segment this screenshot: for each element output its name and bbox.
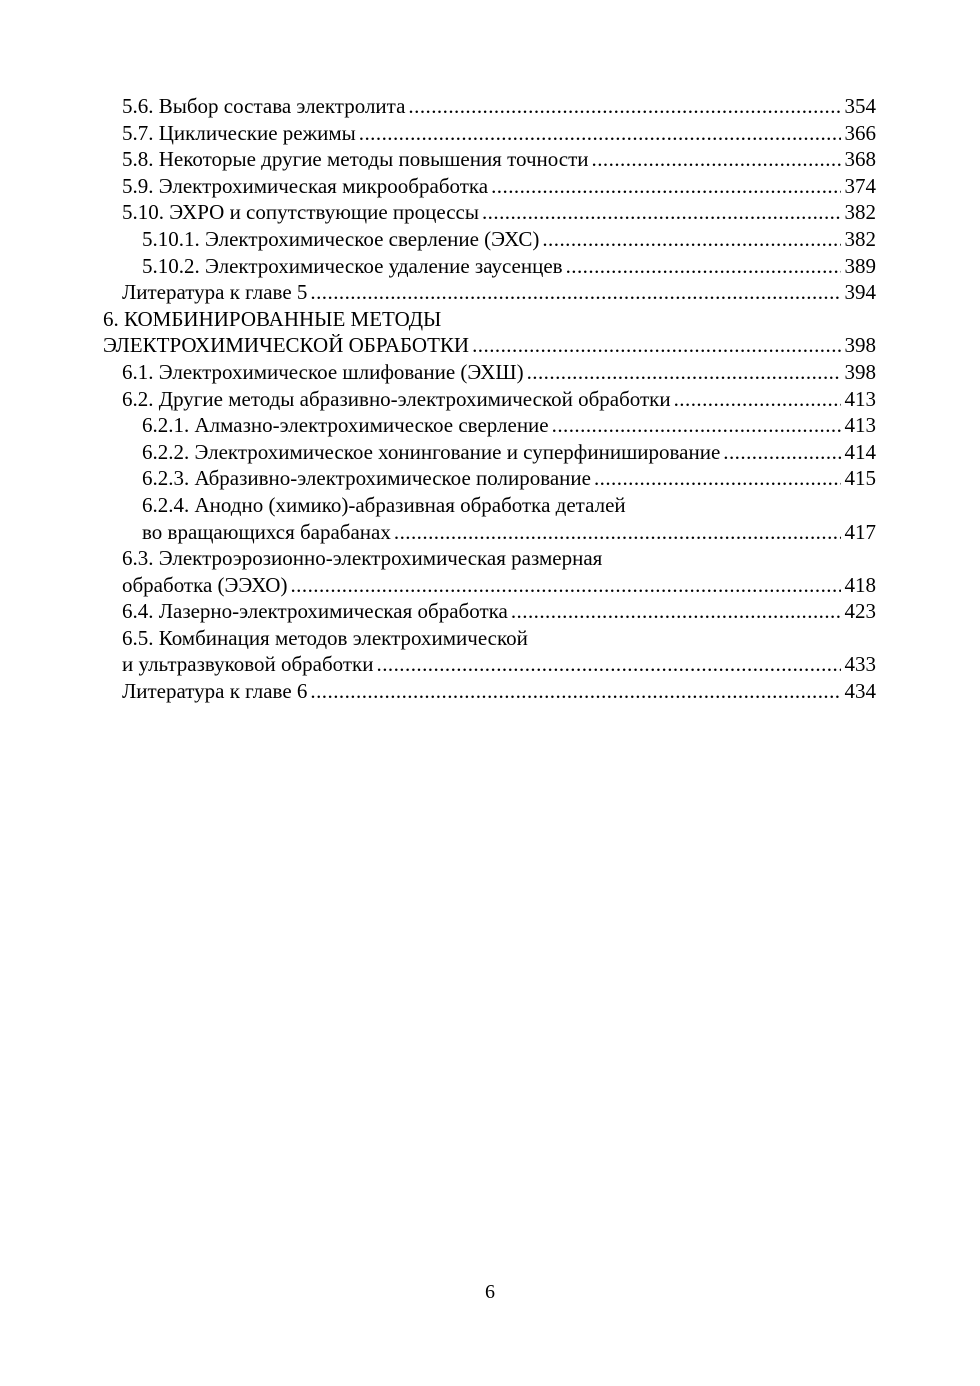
toc-entry-title: 6.2.1. Алмазно-электрохимическое сверление	[142, 413, 549, 438]
toc-entry-title: 5.10.2. Электрохимическое удаление заусенцев	[142, 253, 563, 278]
toc-entry-title: 5.9. Электрохимическая микрообработка	[122, 173, 489, 198]
toc-entry-title: ЭЛЕКТРОХИМИЧЕСКОЙ ОБРАБОТКИ	[103, 333, 470, 358]
toc-entry	[103, 572, 876, 599]
toc-entry	[103, 386, 876, 413]
toc-entry	[103, 306, 876, 333]
toc-entry	[103, 199, 876, 226]
toc-entry-title: во вращающихся барабанах	[142, 519, 391, 544]
toc-entry-title: 5.7. Циклические режимы	[122, 120, 356, 145]
dot-leader	[310, 279, 840, 306]
dot-leader	[723, 439, 840, 466]
toc-entry	[103, 439, 876, 466]
toc-entry-title: 6.4. Лазерно-электрохимическая обработка	[122, 599, 508, 624]
toc-entry	[103, 146, 876, 173]
toc-entry-page: 423	[844, 599, 876, 624]
toc-entry-page: 389	[844, 253, 876, 278]
toc-entry-title: 6.2.2. Электрохимическое хонингование и суперфиниширование	[142, 439, 721, 464]
dot-leader	[594, 465, 841, 492]
dot-leader	[542, 226, 840, 253]
dot-leader	[290, 572, 840, 599]
toc-entry-title: 6.2.3. Абразивно-электрохимическое полирование	[142, 466, 591, 491]
toc-entry-page: 413	[844, 413, 876, 438]
toc-entry-page: 415	[844, 466, 876, 491]
toc-entry-page: 433	[844, 652, 876, 677]
toc-entry-page: 398	[844, 359, 876, 384]
dot-leader	[310, 678, 840, 705]
toc-entry-page: 374	[844, 173, 876, 198]
toc-entry-title: 6.2.4. Анодно (химико)-абразивная обработка деталей	[142, 492, 626, 517]
toc-entry	[103, 93, 876, 120]
toc-entry	[103, 332, 876, 359]
dot-leader	[552, 412, 841, 439]
dot-leader	[394, 519, 841, 546]
toc-entry-title: 5.10.1. Электрохимическое сверление (ЭХС)	[142, 226, 540, 251]
toc-entry-page: 398	[844, 333, 876, 358]
toc-entry	[103, 545, 876, 572]
dot-leader	[527, 359, 841, 386]
toc-entry-title: 5.8. Некоторые другие методы повышения точности	[122, 147, 589, 172]
toc-entry-title: обработка (ЭЭХО)	[122, 572, 288, 597]
toc-entry	[103, 412, 876, 439]
toc-entry-page: 354	[844, 94, 876, 118]
toc-entry-title: 6.2. Другие методы абразивно-электрохимической обработки	[122, 386, 671, 411]
toc-entry	[103, 519, 876, 546]
dot-leader	[359, 120, 841, 147]
toc-entry	[103, 120, 876, 147]
toc-entry	[103, 173, 876, 200]
toc-entry-title: 6. КОМБИНИРОВАННЫЕ МЕТОДЫ	[103, 306, 442, 331]
toc-entry-page: 366	[844, 120, 876, 145]
toc-entry-page: 414	[844, 439, 876, 464]
toc-entry-page: 417	[844, 519, 876, 544]
toc-entry	[103, 465, 876, 492]
toc-entry	[103, 492, 876, 519]
table-of-contents	[103, 93, 876, 705]
toc-entry	[103, 279, 876, 306]
dot-leader	[482, 199, 841, 226]
toc-entry	[103, 359, 876, 386]
toc-entry	[103, 598, 876, 625]
dot-leader	[592, 146, 841, 173]
dot-leader	[491, 173, 840, 200]
toc-entry-page: 413	[844, 386, 876, 411]
dot-leader	[511, 598, 841, 625]
toc-entry	[103, 678, 876, 705]
page-number: 6	[485, 1281, 495, 1303]
toc-entry-title: 6.1. Электрохимическое шлифование (ЭХШ)	[122, 359, 524, 384]
dot-leader	[674, 386, 841, 413]
toc-entry-title: 6.5. Комбинация методов электрохимической	[122, 625, 528, 650]
dot-leader	[566, 253, 841, 280]
toc-entry-title: Литература к главе 6	[122, 679, 308, 704]
toc-entry	[103, 253, 876, 280]
toc-entry-title: и ультразвуковой обработки	[122, 652, 374, 677]
toc-entry-title: 6.3. Электроэрозионно-электрохимическая размерная	[122, 546, 603, 571]
toc-entry-title: Литература к главе 5	[122, 280, 308, 305]
toc-entry-page: 368	[844, 147, 876, 172]
toc-entry	[103, 651, 876, 678]
toc-entry-title: 5.6. Выбор состава электролита	[122, 94, 406, 118]
toc-entry-page: 382	[844, 200, 876, 225]
toc-entry-page: 382	[844, 226, 876, 251]
dot-leader	[408, 93, 840, 120]
toc-entry-page: 418	[844, 572, 876, 597]
dot-leader	[377, 651, 841, 678]
toc-entry	[103, 226, 876, 253]
toc-entry-page: 394	[844, 280, 876, 305]
toc-entry-title: 5.10. ЭХРО и сопутствующие процессы	[122, 200, 479, 225]
dot-leader	[472, 332, 840, 359]
toc-entry	[103, 625, 876, 652]
toc-entry-page: 434	[844, 679, 876, 704]
